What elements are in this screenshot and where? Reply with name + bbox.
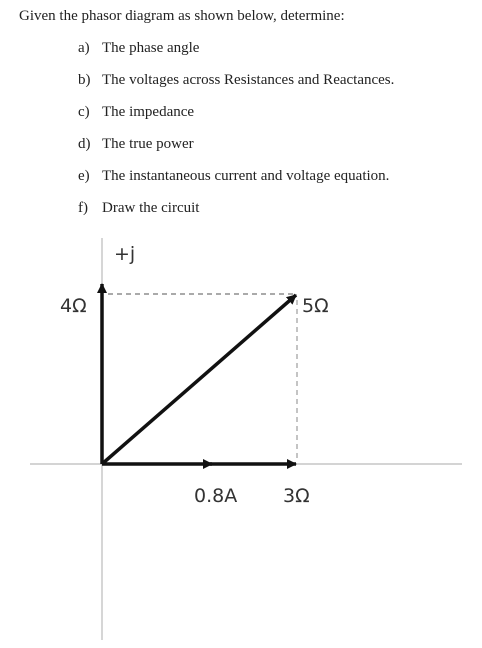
- question-text: The true power: [102, 136, 194, 152]
- question-letter: e): [78, 168, 90, 184]
- reactance-label: 4Ω: [60, 295, 87, 317]
- question-letter: b): [78, 72, 91, 88]
- resistance-label: 3Ω: [283, 485, 310, 507]
- question-item-e: [78, 168, 389, 185]
- question-text: The instantaneous current and voltage equation.: [102, 168, 390, 184]
- question-text: The impedance: [102, 104, 195, 120]
- question-intro: Given the phasor diagram as shown below, determine:: [19, 8, 345, 24]
- question-letter: f): [78, 200, 88, 216]
- question-text: The voltages across Resistances and Reactances.: [102, 72, 395, 88]
- question-item-a: [78, 40, 199, 57]
- question-item-d: [78, 136, 194, 153]
- impedance-phasor: [102, 295, 296, 464]
- question-letter: d): [78, 136, 91, 152]
- current-label: 0.8A: [194, 485, 238, 507]
- impedance-label: 5Ω: [302, 295, 329, 317]
- question-text: Draw the circuit: [102, 200, 200, 216]
- question-item-b: [78, 72, 394, 89]
- question-letter: a): [78, 40, 90, 56]
- question-letter: c): [78, 104, 90, 120]
- phasor-diagram: [0, 228, 482, 648]
- question-item-f: [78, 200, 199, 217]
- question-text: The phase angle: [102, 40, 200, 56]
- imaginary-axis-label: +j: [114, 243, 136, 265]
- question-item-c: [78, 104, 194, 121]
